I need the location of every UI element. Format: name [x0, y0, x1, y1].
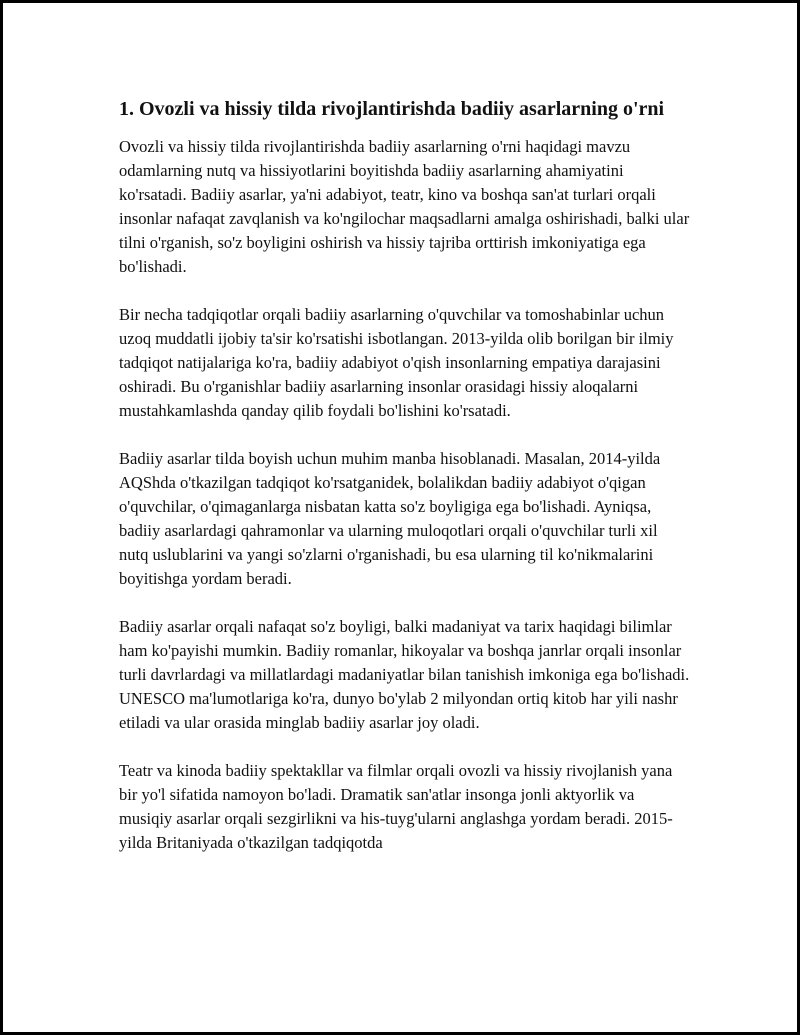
- paragraph-5: Teatr va kinoda badiiy spektakllar va filmlar orqali ovozli va hissiy rivojlanish yana bir yo'l sifatida namoyon bo'ladi. Dramatik san'atlar insonga jonli aktyorlik va musiqiy asarlar orqali sezgirlikni va his-tuyg'ularni anglashga yordam beradi. 2015-yilda Britaniyada o'tkazilgan tadqiqotda: [119, 761, 673, 852]
- document-body: [119, 95, 691, 879]
- paragraph-1: Ovozli va hissiy tilda rivojlantirishda badiiy asarlarning o'rni haqidagi mavzu odamlarning nutq va hissiyotlarini boyitishda badiiy asarlarning ahamiyatini ko'rsatadi. Badiiy asarlar, ya'ni adabiyot, teatr, kino va boshqa san'at turlari orqali insonlar nafaqat zavqlanish va ko'ngilochar maqsadlarni amalga oshirishadi, balki ular tilni o'rganish, so'z boyligini oshirish va hissiy tajriba orttirish imkoniyatiga ega bo'lishadi.: [119, 137, 690, 276]
- paragraph-3: Badiiy asarlar tilda boyish uchun muhim manba hisoblanadi. Masalan, 2014-yilda AQShda o'tkazilgan tadqiqot ko'rsatganidek, bolalikdan badiiy adabiyot o'qigan o'quvchilar, o'qimaganlarga nisbatan katta so'z boyligiga ega bo'lishadi. Ayniqsa, badiiy asarlardagi qahramonlar va ularning muloqotlari orqali o'quvchilar turli xil nutq uslublarini va yangi so'zlarni o'rganishadi, bu esa ularning til ko'nikmalarini boyitishga yordam beradi.: [119, 449, 661, 588]
- paragraph-4: Badiiy asarlar orqali nafaqat so'z boyligi, balki madaniyat va tarix haqidagi bilimlar ham ko'payishi mumkin. Badiiy romanlar, hikoyalar va boshqa janrlar orqali insonlar turli davrlardagi va millatlardagi madaniyatlar bilan tanishish imkoniga ega bo'lishadi. UNESCO ma'lumotlariga ko'ra, dunyo bo'ylab 2 milyondan ortiq kitob har yili nashr etiladi va ular orasida minglab badiiy asarlar joy oladi.: [119, 617, 690, 732]
- section-heading: 1. Ovozli va hissiy tilda rivojlantirishda badiiy asarlarning o'rni: [119, 98, 665, 120]
- paragraph-2: Bir necha tadqiqotlar orqali badiiy asarlarning o'quvchilar va tomoshabinlar uchun uzoq muddatli ijobiy ta'sir ko'rsatishi isbotlangan. 2013-yilda olib borilgan bir ilmiy tadqiqot natijalariga ko'ra, badiiy adabiyot o'qish insonlarning empatiya darajasini oshiradi. Bu o'rganishlar badiiy asarlarning insonlar orasidagi hissiy aloqalarni mustahkamlashda qanday qilib foydali bo'lishini ko'rsatadi.: [119, 305, 674, 420]
